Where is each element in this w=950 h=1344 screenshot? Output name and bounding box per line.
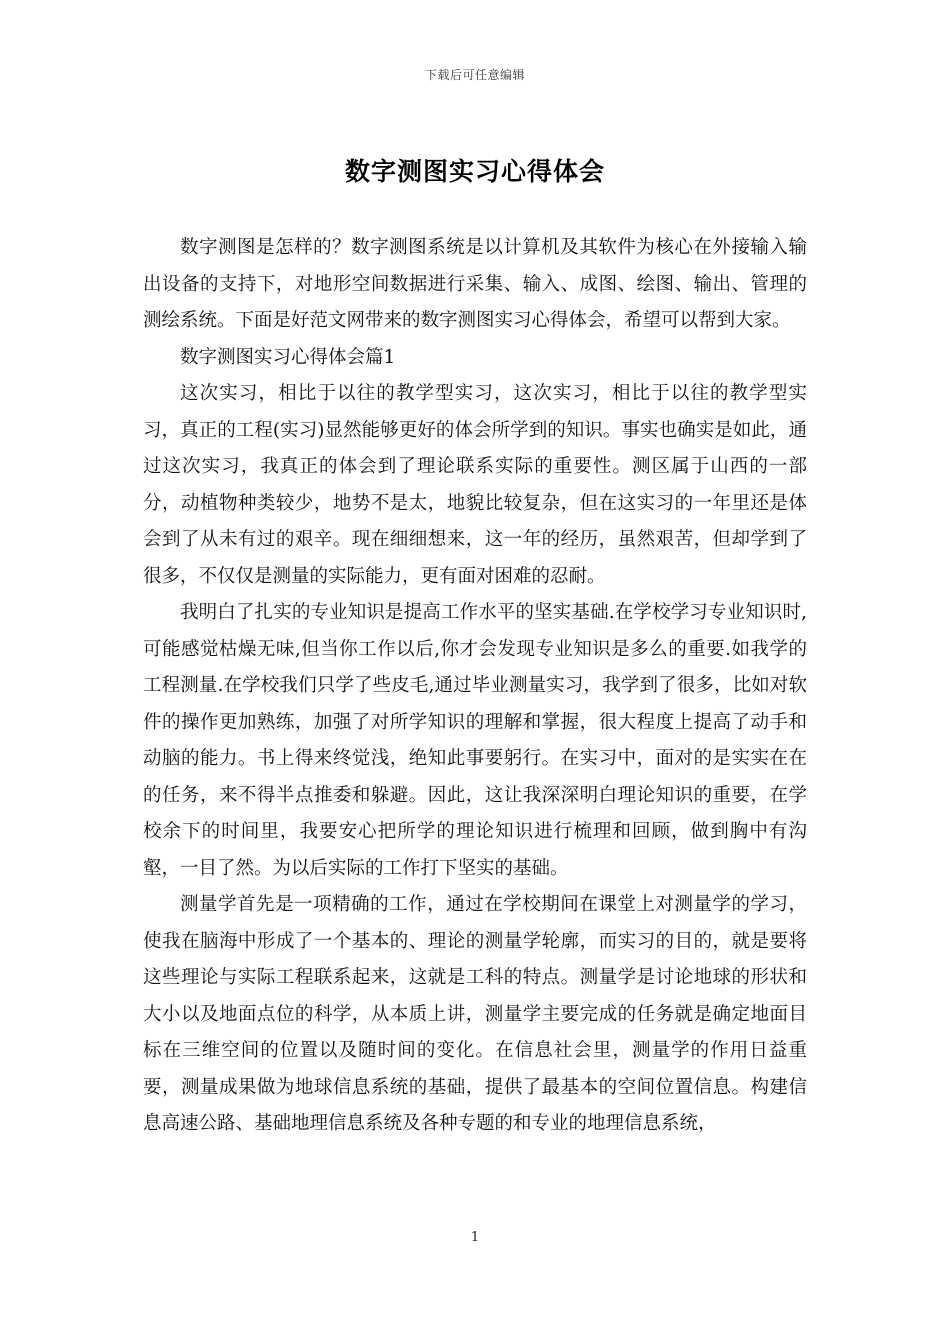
intro-paragraph: 数字测图是怎样的？数字测图系统是以计算机及其软件为核心在外接输入输出设备的支持下，对地形空间数据进行采集、输入、成图、绘图、输出、管理的测绘系统。下面是好范文网带来的数字测图实习心得体会，希望可以帮到大家。 bbox=[143, 237, 807, 331]
section-heading: 数字测图实习心得体会篇1 bbox=[180, 346, 396, 368]
document-body bbox=[143, 230, 807, 1143]
page-number: 1 bbox=[470, 1230, 480, 1245]
body-paragraph: 这次实习，相比于以往的教学型实习，这次实习，相比于以往的教学型实习，真正的工程(实习)显然能够更好的体会所学到的知识。事实也确实是如此，通过这次实习，我真正的体会到了理论联系实际的重要性。测区属于山西的一部分，动植物种类较少，地势不是太，地貌比较复杂，但在这实习的一年里还是体会到了从未有过的艰辛。现在细细想来，这一年的经历，虽然艰苦，但却学到了很多，不仅仅是测量的实际能力，更有面对困难的忍耐。 bbox=[143, 383, 807, 587]
document-title: 数字测图实习心得体会 bbox=[344, 157, 605, 186]
body-paragraph: 我明白了扎实的专业知识是提高工作水平的坚实基础.在学校学习专业知识时,可能感觉枯燥无味,但当你工作以后,你才会发现专业知识是多么的重要.如我学的工程测量.在学校我们只学了些皮毛,通过毕业测量实习，我学到了很多，比如对软件的操作更加熟练，加强了对所学知识的理解和掌握，很大程度上提高了动手和动脑的能力。书上得来终觉浅，绝知此事要躬行。在实习中，面对的是实实在在的任务，来不得半点推委和躲避。因此，这让我深深明白理论知识的重要，在学校余下的时间里，我要安心把所学的理论知识进行梳理和回顾，做到胸中有沟壑，一目了然。为以后实际的工作打下坚实的基础。 bbox=[143, 602, 807, 879]
header-note: 下载后可任意编辑 bbox=[424, 68, 525, 82]
body-paragraph: 测量学首先是一项精确的工作，通过在学校期间在课堂上对测量学的学习，使我在脑海中形成了一个基本的、理论的测量学轮廓，而实习的目的，就是要将这些理论与实际工程联系起来，这就是工科的特点。测量学是讨论地球的形状和大小以及地面点位的科学，从本质上讲，测量学主要完成的任务就是确定地面目标在三维空间的位置以及随时间的变化。在信息社会里，测量学的作用日益重要，测量成果做为地球信息系统的基础，提供了最基本的空间位置信息。构建信息高速公路、基础地理信息系统及各种专题的和专业的地理信息系统， bbox=[143, 894, 807, 1134]
